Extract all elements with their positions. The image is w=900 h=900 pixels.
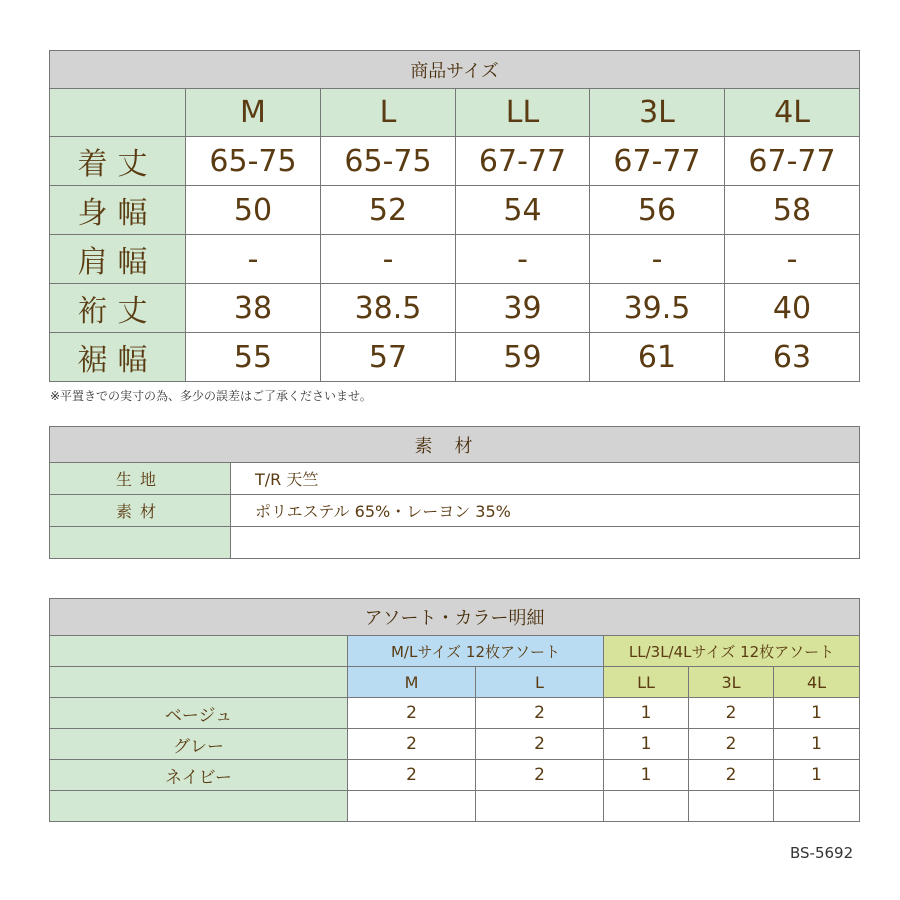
size-value: 67-77 — [725, 137, 860, 186]
assort-qty: 2 — [348, 760, 476, 791]
assort-corner-cell — [50, 667, 348, 698]
assort-row-navy — [50, 760, 860, 791]
assort-qty: 2 — [689, 760, 774, 791]
size-table-title: 商品サイズ — [50, 51, 860, 89]
assort-row-empty — [50, 791, 860, 822]
size-header: M — [186, 89, 321, 137]
size-value: 52 — [321, 186, 456, 235]
row-label: 着丈 — [50, 137, 186, 186]
assort-qty: 1 — [774, 760, 860, 791]
material-table-title: 素材 — [50, 427, 860, 463]
color-label: ベージュ — [50, 698, 348, 729]
material-row — [50, 495, 860, 527]
size-header: 4L — [725, 89, 860, 137]
assort-qty: 2 — [689, 729, 774, 760]
size-value: 65-75 — [321, 137, 456, 186]
assort-table — [49, 598, 860, 822]
size-value: 65-75 — [186, 137, 321, 186]
product-code: BS-5692 — [790, 844, 854, 862]
material-value: ポリエステル 65%・レーヨン 35% — [231, 495, 860, 527]
size-value: - — [725, 235, 860, 284]
size-value: 67-77 — [456, 137, 590, 186]
row-label: 裄丈 — [50, 284, 186, 333]
ml-group-header: M/Lサイズ 12枚アソート — [348, 636, 604, 667]
assort-size-header: L — [476, 667, 604, 698]
size-row-length — [50, 137, 860, 186]
size-value: 57 — [321, 333, 456, 382]
ll-group-header: LL/3L/4Lサイズ 12枚アソート — [604, 636, 860, 667]
material-label: 素材 — [50, 495, 231, 527]
assort-qty — [604, 791, 689, 822]
size-header: L — [321, 89, 456, 137]
row-label: 身幅 — [50, 186, 186, 235]
size-value: 59 — [456, 333, 590, 382]
size-value: 39.5 — [590, 284, 725, 333]
assort-size-header: LL — [604, 667, 689, 698]
size-header: LL — [456, 89, 590, 137]
assort-size-header: 3L — [689, 667, 774, 698]
assort-qty: 1 — [604, 729, 689, 760]
size-value: 55 — [186, 333, 321, 382]
size-value: 58 — [725, 186, 860, 235]
size-value: 67-77 — [590, 137, 725, 186]
size-value: - — [590, 235, 725, 284]
size-header: 3L — [590, 89, 725, 137]
assort-qty: 1 — [774, 698, 860, 729]
assort-qty: 1 — [774, 729, 860, 760]
size-value: - — [186, 235, 321, 284]
size-value: - — [321, 235, 456, 284]
size-row-width — [50, 186, 860, 235]
assort-qty — [689, 791, 774, 822]
size-table — [49, 50, 860, 382]
color-label — [50, 791, 348, 822]
material-value: T/R 天竺 — [231, 463, 860, 495]
assort-qty — [774, 791, 860, 822]
assort-qty: 2 — [348, 729, 476, 760]
assort-row-beige — [50, 698, 860, 729]
measurement-note: ※平置きでの実寸の為、多少の誤差はご了承くださいませ。 — [50, 389, 372, 403]
assort-qty: 2 — [348, 698, 476, 729]
size-value: 63 — [725, 333, 860, 382]
size-value: 39 — [456, 284, 590, 333]
assort-qty: 2 — [476, 729, 604, 760]
size-value: 54 — [456, 186, 590, 235]
size-value: 50 — [186, 186, 321, 235]
size-value: 56 — [590, 186, 725, 235]
size-corner-cell — [50, 89, 186, 137]
color-label: ネイビー — [50, 760, 348, 791]
material-label — [50, 527, 231, 559]
size-value: 61 — [590, 333, 725, 382]
size-value: 38 — [186, 284, 321, 333]
assort-qty: 2 — [476, 760, 604, 791]
size-value: 40 — [725, 284, 860, 333]
assort-size-header: 4L — [774, 667, 860, 698]
assort-row-gray — [50, 729, 860, 760]
size-row-hem — [50, 333, 860, 382]
row-label: 裾幅 — [50, 333, 186, 382]
assort-qty: 1 — [604, 698, 689, 729]
assort-qty: 2 — [476, 698, 604, 729]
row-label: 肩幅 — [50, 235, 186, 284]
size-value: 38.5 — [321, 284, 456, 333]
material-row — [50, 463, 860, 495]
assort-qty — [476, 791, 604, 822]
material-value — [231, 527, 860, 559]
assort-corner-cell — [50, 636, 348, 667]
assort-size-header: M — [348, 667, 476, 698]
color-label: グレー — [50, 729, 348, 760]
material-row — [50, 527, 860, 559]
size-row-sleeve — [50, 284, 860, 333]
assort-qty: 2 — [689, 698, 774, 729]
assort-qty: 1 — [604, 760, 689, 791]
material-table — [49, 426, 860, 559]
assort-qty — [348, 791, 476, 822]
size-value: - — [456, 235, 590, 284]
size-row-shoulder — [50, 235, 860, 284]
assort-table-title: アソート・カラー明細 — [50, 599, 860, 636]
material-label: 生地 — [50, 463, 231, 495]
